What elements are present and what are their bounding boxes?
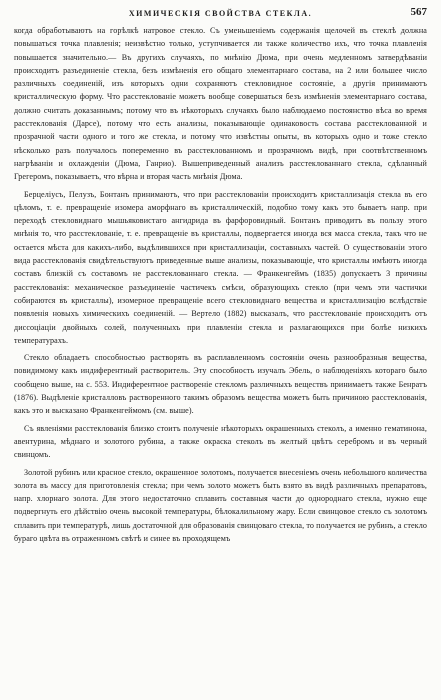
paragraph-colored-glasses: Съ явленіями расстеклованія близко стоитъ полученіе нѣкоторыхъ окрашенныхъ стеколъ, а именно гематинона, авентурина, мѣднаго и золотого рубина, а также окраска стеколъ въ желтый цвѣтъ серебромъ и въ черный свинцомъ. <box>14 423 427 460</box>
paragraph-gold-ruby: Золотой рубинъ или красное стекло, окрашенное золотомъ, получается внесеніемъ очень небольшого количества золота въ массу для приготовленія стекла; при чемъ золото можетъ быть взято въ видѣ различныхъ препаратовъ, напр. хлорнаго золота. Для этого недостаточно сплавить составныя части до однороднаго стекла, нужно еще подвергнуть его дѣйствію очень высокой температуры, бѣлокалильному жару. Если свинцовое стекло съ золотомъ сплавить при температурѣ, лишь достаточной для образованія свинцоваго стекла, то получается не рубинъ, а стекло бураго цвѣта въ отраженномъ свѣтѣ и синее въ проходящемъ <box>14 467 427 543</box>
running-head: ХИМИЧЕСКІЯ СВОЙСТВА СТЕКЛА. <box>128 9 313 18</box>
paragraph-crystallization-theories: Берцеліусъ, Пелузъ, Бонтанъ принимаютъ, что при расстеклованіи происходитъ кристаллизація стекла въ его цѣломъ, т. е. превращеніе изомера аморфнаго въ кристаллическій, подобно тому какъ это бываетъ напр. при переходѣ стекловиднаго мышьяковистаго ангидрида въ фарфоровидный. Бонтанъ приводитъ въ пользу этого мнѣнія то, что расстеклованіе, т. е. превращеніе въ кристаллы, подвергается иногда вся масса стекла, такъ что не остается мѣста для какихъ-либо, выдѣлившихся при кристаллизаціи, составныхъ частей. О существованіи этого вида расстеклованія свидѣтельствуютъ приведенные выше анализы, показывающіе, что кристаллы имѣютъ иногда составъ близкій съ составомъ не расстеклованнаго стекла. — Франкенгеймъ (1835) допускаетъ 3 причины расстеклованія: механическое разъединеніе частичекъ смѣси, образующихъ стекло (при чемъ эти частички собираются въ кристаллы), изомерное превращеніе всего стекловиднаго вещества и кристаллизацію вслѣдствіе появленія новыхъ химическихъ соединеній. — Вертело (1882) высказалъ, что расстеклованіе происходитъ отъ диссоціаціи двойныхъ солей, полученныхъ при плавленіи стекла и разлагающихся при болѣе низкихъ температурахъ. <box>14 189 427 345</box>
page-body <box>14 24 427 545</box>
page-number: 567 <box>410 6 427 18</box>
page-header <box>14 6 427 22</box>
paragraph-glass-solvent: Стекло обладаетъ способностью растворять въ расплавленномъ состояніи очень разнообразныя вещества, повидимому какъ индиферентный растворитель. Эту способность изучалъ Эбель, о наблюденіяхъ котораго было сообщено выше, на с. 553. Индиферентное раствореніе стекломъ различныхъ веществъ принимаетъ также Бенратъ (1876). Выдѣленіе кристалловъ растворенного такимъ образомъ вещества можетъ быть причиною расстеклованія, какъ это и высказано Франкенгеймомъ (см. выше). <box>14 353 427 416</box>
paragraph-devitrification-dumas: когда обработываютъ на горѣлкѣ натровое стекло. Съ уменьшеніемъ содержанія щелочей въ стеклѣ должна повышаться точка плавленія; неизвѣстно только, уступчивается ли также количество ихъ, что точка плавленія повышается значительно.— Въ другихъ случаяхъ, по мнѣнію Дюма, при очень медленномъ затвердѣваніи происходитъ разъединеніе стекла, безъ измѣненія его общаго элементарнаго состава, на 2 или большее число различныхъ соединеній, изъ которыхъ одни сохраняютъ стекловидное состояніе, а другія принимаютъ кристаллическую форму. Что расстеклованіе можетъ вообще совершаться безъ измѣненія элементарнаго состава, должно считать доказаннымъ; потому что въ нѣкоторыхъ случаяхъ было наблюдаемо постоянство вѣса во время расстеклованія (Дарсе), потому что есть анализы, показывающіе одинаковость состава расстеклованной и прозрачной части одного и того же стекла, и потому что извѣстны опыты, въ которыхъ одно и тоже стекло нѣсколько разъ получалось попеременно въ расстеклованномъ и прозрачномъ видѣ, при соотвѣтственномъ нагрѣваніи и охлажденіи (Дюма, Ганрио). Вышеприведенный анализъ расстеклованнаго стекла, сдѣланный Грегеромъ, показываетъ, что вѣрна и вторая часть мнѣнія Дюма. <box>14 26 427 182</box>
